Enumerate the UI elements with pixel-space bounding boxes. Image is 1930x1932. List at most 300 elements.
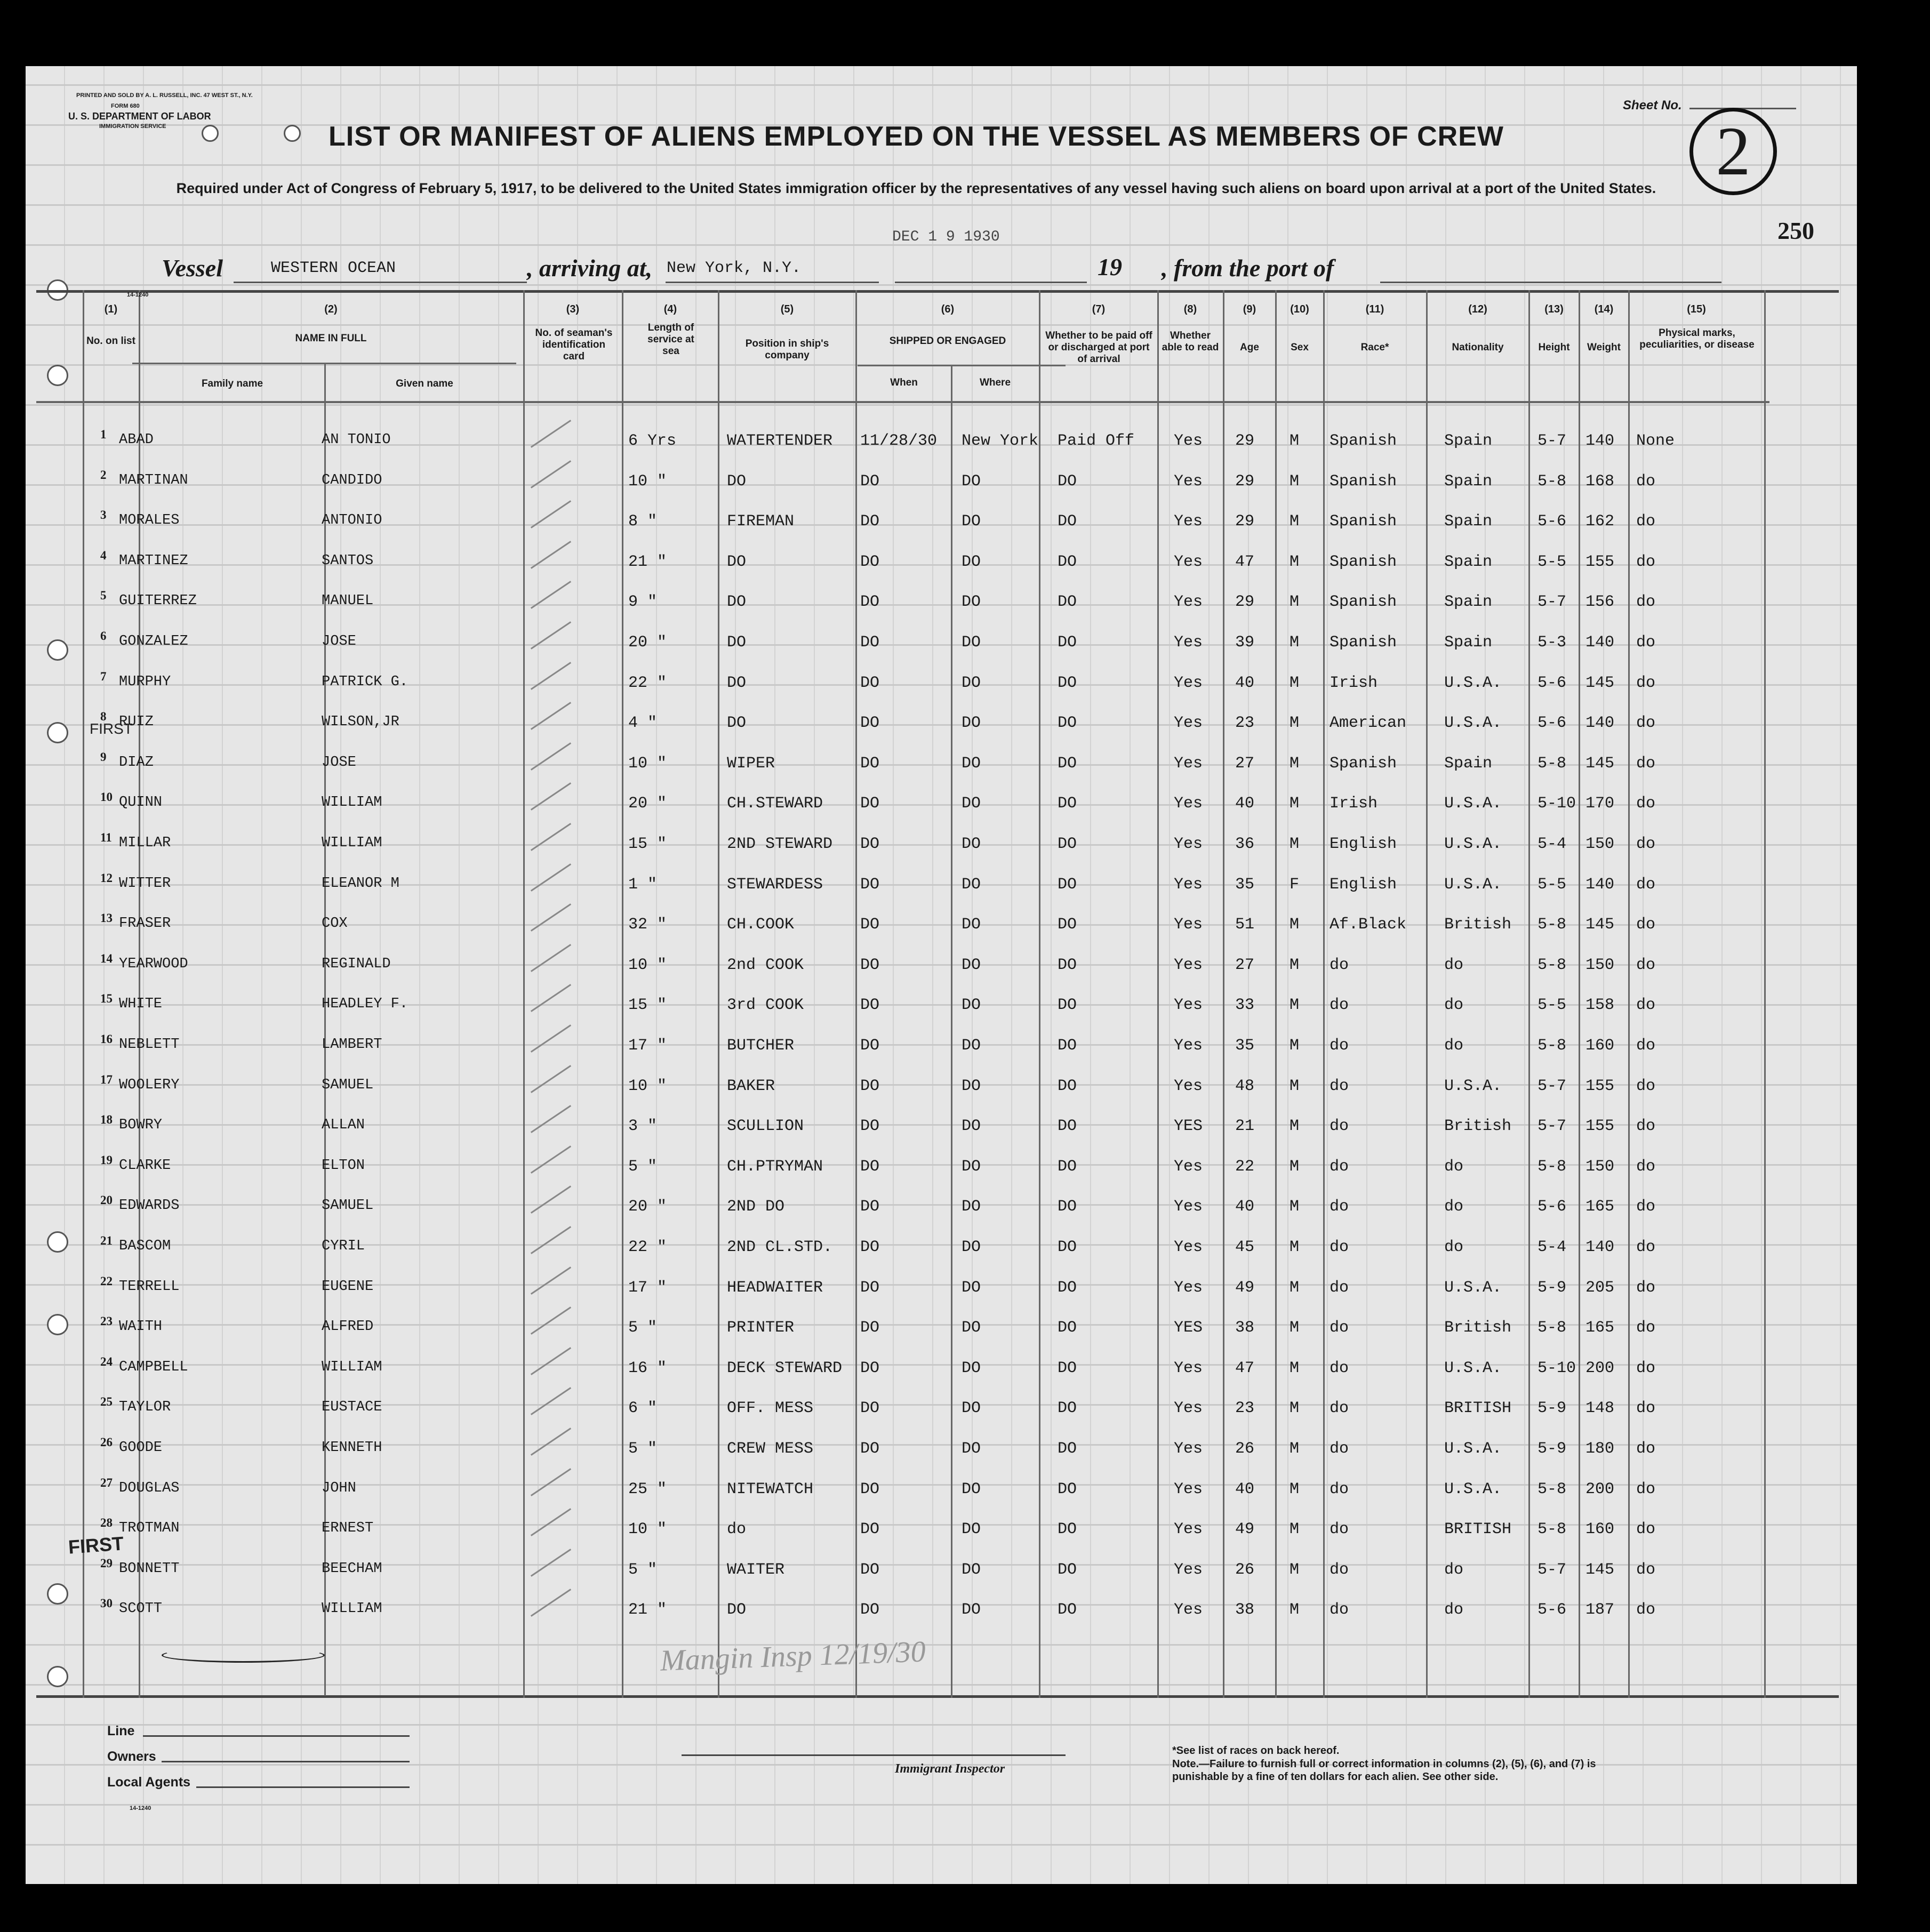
weight-cell: 200 <box>1585 1480 1615 1498</box>
col-2-number: (2) <box>324 303 338 315</box>
able-to-read-cell: Yes <box>1174 1359 1203 1377</box>
family-name-cell: BOWRY <box>119 1117 163 1133</box>
checkmark-stroke <box>531 621 571 650</box>
family-name-cell: TERRELL <box>119 1279 180 1295</box>
position-cell: NITEWATCH <box>727 1480 814 1498</box>
shipped-where-cell: DO <box>962 472 981 491</box>
race-cell: do <box>1330 1238 1349 1256</box>
shipped-where-cell: DO <box>962 1319 981 1337</box>
height-cell: 5-8 <box>1537 1480 1567 1498</box>
height-cell: 5-8 <box>1537 1037 1567 1055</box>
family-name-cell: MILLAR <box>119 835 171 851</box>
service-length-cell: 5 " <box>628 1319 658 1337</box>
shipped-when-cell: DO <box>860 1117 880 1135</box>
able-to-read-cell: Yes <box>1174 1440 1203 1458</box>
col-divider <box>1275 290 1277 1698</box>
height-cell: 5-6 <box>1537 674 1567 692</box>
physical-marks-cell: do <box>1636 1238 1656 1256</box>
weight-cell: 155 <box>1585 1077 1615 1095</box>
nationality-cell: Spain <box>1444 472 1493 491</box>
sex-cell: M <box>1290 996 1300 1014</box>
family-name-cell: WAITH <box>119 1319 163 1335</box>
physical-marks-cell: do <box>1636 876 1656 894</box>
row-number: 2 <box>100 468 107 482</box>
col-8-number: (8) <box>1183 303 1197 315</box>
shipped-when-cell: DO <box>860 876 880 894</box>
given-name-cell: JOSE <box>322 755 356 771</box>
shipped-where-cell: DO <box>962 512 981 531</box>
row-number: 26 <box>100 1436 113 1449</box>
service-length-cell: 21 " <box>628 553 667 571</box>
date-underline <box>895 282 1087 283</box>
sex-cell: M <box>1290 1037 1300 1055</box>
position-cell: CH.PTRYMAN <box>727 1158 823 1176</box>
sex-cell: M <box>1290 1480 1300 1498</box>
service-name: IMMIGRATION SERVICE <box>99 123 166 130</box>
shipped-when-cell: DO <box>860 674 880 692</box>
able-to-read-cell: Yes <box>1174 1480 1203 1498</box>
physical-marks-cell: do <box>1636 1399 1656 1417</box>
col-divider <box>855 290 857 1698</box>
height-cell: 5-8 <box>1537 755 1567 773</box>
given-name-cell: CANDIDO <box>322 472 382 488</box>
able-to-read-cell: Yes <box>1174 714 1203 732</box>
col-2-header: NAME IN FULL <box>295 333 367 344</box>
col-divider <box>718 290 719 1698</box>
pen-strike-mark <box>162 1648 325 1663</box>
row-number: 21 <box>100 1234 113 1247</box>
year-label: 19 <box>1098 253 1122 280</box>
position-cell: CH.COOK <box>727 916 795 934</box>
from-port-label: , from the port of <box>1162 254 1334 282</box>
page-number: 250 <box>1777 217 1814 244</box>
race-cell: Af.Black <box>1330 916 1407 934</box>
service-length-cell: 20 " <box>628 795 667 813</box>
sex-cell: M <box>1290 1399 1300 1417</box>
form-code: 14-1240 <box>127 292 149 298</box>
shipped-when-cell: DO <box>860 1520 880 1538</box>
sex-cell: M <box>1290 674 1300 692</box>
physical-marks-cell: do <box>1636 1520 1656 1538</box>
weight-cell: 148 <box>1585 1399 1615 1417</box>
shipped-when-cell: 11/28/30 <box>860 432 938 450</box>
row-number: 20 <box>100 1193 113 1207</box>
row-number: 4 <box>100 549 107 562</box>
able-to-read-cell: Yes <box>1174 876 1203 894</box>
shipped-where-cell: DO <box>962 1399 981 1417</box>
paid-off-cell: DO <box>1058 1158 1077 1176</box>
weight-cell: 160 <box>1585 1037 1615 1055</box>
sex-cell: M <box>1290 1359 1300 1377</box>
weight-cell: 187 <box>1585 1601 1615 1619</box>
service-length-cell: 10 " <box>628 1077 667 1095</box>
service-length-cell: 21 " <box>628 1601 667 1619</box>
physical-marks-cell: do <box>1636 956 1656 974</box>
row-number: 27 <box>100 1476 113 1489</box>
position-cell: 2ND DO <box>727 1198 785 1216</box>
col-7-header: Whether to be paid off or discharged at port of arrival <box>1045 330 1152 365</box>
family-name-cell: TROTMAN <box>119 1520 180 1536</box>
race-cell: do <box>1330 1037 1349 1055</box>
race-note: *See list of races on back hereof. <box>1172 1745 1340 1757</box>
height-cell: 5-8 <box>1537 1520 1567 1538</box>
age-cell: 40 <box>1235 1480 1255 1498</box>
sex-cell: M <box>1290 553 1300 571</box>
vessel-underline <box>234 282 527 283</box>
shipped-where-cell: DO <box>962 916 981 934</box>
race-cell: Spanish <box>1330 553 1397 571</box>
family-name-cell: FRASER <box>119 916 171 932</box>
sex-cell: M <box>1290 755 1300 773</box>
col-8-header: Whether able to read <box>1162 330 1219 353</box>
punch-hole <box>47 365 68 386</box>
age-cell: 27 <box>1235 956 1255 974</box>
given-name-cell: ANTONIO <box>322 512 382 528</box>
given-name-cell: ELTON <box>322 1158 365 1174</box>
nationality-cell: do <box>1444 1601 1464 1619</box>
row-number: 7 <box>100 670 107 683</box>
race-cell: Spanish <box>1330 432 1397 450</box>
height-cell: 5-6 <box>1537 1601 1567 1619</box>
position-cell: SCULLION <box>727 1117 804 1135</box>
sex-cell: M <box>1290 956 1300 974</box>
able-to-read-cell: Yes <box>1174 512 1203 531</box>
sheet-label: Sheet No. <box>1623 98 1682 113</box>
row-number: 6 <box>100 629 107 643</box>
physical-marks-cell: do <box>1636 1279 1656 1297</box>
height-cell: 5-8 <box>1537 472 1567 491</box>
footer-code: 14-1240 <box>130 1805 151 1811</box>
shipped-where-cell: DO <box>962 1279 981 1297</box>
paid-off-cell: DO <box>1058 553 1077 571</box>
physical-marks-cell: do <box>1636 1601 1656 1619</box>
shipped-where-cell: DO <box>962 956 981 974</box>
nationality-cell: do <box>1444 1158 1464 1176</box>
age-cell: 48 <box>1235 1077 1255 1095</box>
col-4-header: Length of service at sea <box>647 322 694 357</box>
given-name-cell: COX <box>322 916 348 932</box>
physical-marks-cell: do <box>1636 593 1656 611</box>
race-cell: Spanish <box>1330 472 1397 491</box>
physical-marks-cell: None <box>1636 432 1675 450</box>
paid-off-cell: DO <box>1058 1601 1077 1619</box>
shipped-where-cell: DO <box>962 1198 981 1216</box>
checkmark-stroke <box>531 782 571 811</box>
given-name-cell: PATRICK G. <box>322 674 409 690</box>
shipped-when-cell: DO <box>860 1480 880 1498</box>
row-number: 10 <box>100 790 113 804</box>
nationality-cell: do <box>1444 1198 1464 1216</box>
shipped-when-cell: DO <box>860 916 880 934</box>
given-name-cell: EUGENE <box>322 1279 374 1295</box>
col-divider <box>1426 290 1428 1698</box>
race-cell: do <box>1330 956 1349 974</box>
checkmark-stroke <box>531 1185 571 1214</box>
position-cell: WAITER <box>727 1561 785 1579</box>
nationality-cell: Spain <box>1444 432 1493 450</box>
position-cell: HEADWAITER <box>727 1279 823 1297</box>
printer-line: PRINTED AND SOLD BY A. L. RUSSELL, INC. 47 WEST ST., N.Y. <box>76 92 253 99</box>
paid-off-cell: DO <box>1058 1561 1077 1579</box>
nationality-cell: do <box>1444 956 1464 974</box>
local-agents-label: Local Agents <box>107 1775 191 1790</box>
weight-cell: 145 <box>1585 674 1615 692</box>
race-cell: Spanish <box>1330 755 1397 773</box>
race-cell: English <box>1330 835 1397 853</box>
col-divider <box>951 365 952 1698</box>
race-cell: do <box>1330 1117 1349 1135</box>
family-name-cell: TAYLOR <box>119 1399 171 1415</box>
weight-cell: 165 <box>1585 1319 1615 1337</box>
col-divider <box>1528 290 1530 1698</box>
able-to-read-cell: Yes <box>1174 1037 1203 1055</box>
vessel-label: Vessel <box>162 254 223 282</box>
sex-cell: M <box>1290 1198 1300 1216</box>
age-cell: 23 <box>1235 714 1255 732</box>
col-4-number: (4) <box>663 303 677 315</box>
family-name-cell: WOOLERY <box>119 1077 180 1093</box>
nationality-cell: do <box>1444 1238 1464 1256</box>
sheet-number: 2 <box>1689 108 1777 195</box>
nationality-cell: U.S.A. <box>1444 835 1502 853</box>
service-length-cell: 5 " <box>628 1561 658 1579</box>
able-to-read-cell: Yes <box>1174 1279 1203 1297</box>
when-header: When <box>890 377 918 388</box>
able-to-read-cell: Yes <box>1174 835 1203 853</box>
line-underline <box>143 1735 410 1737</box>
nationality-cell: do <box>1444 996 1464 1014</box>
age-cell: 39 <box>1235 634 1255 652</box>
paid-off-cell: DO <box>1058 1440 1077 1458</box>
weight-cell: 155 <box>1585 553 1615 571</box>
height-cell: 5-7 <box>1537 1077 1567 1095</box>
able-to-read-cell: YES <box>1174 1319 1203 1337</box>
col-10-number: (10) <box>1290 303 1309 315</box>
position-cell: OFF. MESS <box>727 1399 814 1417</box>
race-cell: do <box>1330 1359 1349 1377</box>
row-number: 12 <box>100 871 113 885</box>
family-name-cell: BASCOM <box>119 1238 171 1254</box>
checkmark-stroke <box>531 1387 571 1415</box>
race-cell: do <box>1330 1399 1349 1417</box>
shipped-when-cell: DO <box>860 1077 880 1095</box>
table-bottom-border <box>36 1695 1839 1698</box>
punch-hole <box>284 125 301 142</box>
weight-cell: 200 <box>1585 1359 1615 1377</box>
row-number: 14 <box>100 952 113 965</box>
service-length-cell: 22 " <box>628 674 667 692</box>
sex-cell: M <box>1290 1520 1300 1538</box>
family-name-header: Family name <box>201 378 263 389</box>
paid-off-cell: DO <box>1058 512 1077 531</box>
shipped-where-cell: DO <box>962 1117 981 1135</box>
col-divider <box>1323 290 1325 1698</box>
given-name-cell: JOSE <box>322 634 356 650</box>
family-name-cell: MORALES <box>119 512 180 528</box>
able-to-read-cell: Yes <box>1174 916 1203 934</box>
weight-cell: 168 <box>1585 472 1615 491</box>
service-length-cell: 10 " <box>628 755 667 773</box>
sex-cell: M <box>1290 795 1300 813</box>
nationality-cell: U.S.A. <box>1444 714 1502 732</box>
sex-cell: M <box>1290 1117 1300 1135</box>
shipped-when-cell: DO <box>860 1158 880 1176</box>
paid-off-cell: DO <box>1058 755 1077 773</box>
inspector-underline <box>682 1754 1066 1756</box>
age-cell: 26 <box>1235 1440 1255 1458</box>
physical-marks-cell: do <box>1636 1440 1656 1458</box>
family-name-cell: CLARKE <box>119 1158 171 1174</box>
shipped-when-cell: DO <box>860 1198 880 1216</box>
paid-off-cell: DO <box>1058 472 1077 491</box>
age-cell: 29 <box>1235 432 1255 450</box>
service-length-cell: 15 " <box>628 835 667 853</box>
shipped-when-cell: DO <box>860 1238 880 1256</box>
position-cell: DO <box>727 1601 747 1619</box>
paid-off-cell: DO <box>1058 835 1077 853</box>
age-cell: 23 <box>1235 1399 1255 1417</box>
physical-marks-cell: do <box>1636 472 1656 491</box>
position-cell: WIPER <box>727 755 775 773</box>
paid-off-cell: DO <box>1058 1399 1077 1417</box>
shipped-where-cell: DO <box>962 835 981 853</box>
given-name-cell: ALLAN <box>322 1117 365 1133</box>
shipped-where-cell: DO <box>962 1158 981 1176</box>
physical-marks-cell: do <box>1636 1198 1656 1216</box>
checkmark-stroke <box>531 1549 571 1577</box>
height-cell: 5-7 <box>1537 432 1567 450</box>
family-name-cell: SCOTT <box>119 1601 163 1617</box>
shipped-where-cell: DO <box>962 1238 981 1256</box>
col-3-number: (3) <box>566 303 580 315</box>
weight-cell: 162 <box>1585 512 1615 531</box>
sex-cell: M <box>1290 1601 1300 1619</box>
sex-cell: M <box>1290 1158 1300 1176</box>
shipped-where-cell: DO <box>962 553 981 571</box>
given-name-cell: SAMUEL <box>322 1198 374 1214</box>
weight-cell: 165 <box>1585 1198 1615 1216</box>
row-number: 24 <box>100 1355 113 1368</box>
checkmark-stroke <box>531 1145 571 1174</box>
weight-cell: 205 <box>1585 1279 1615 1297</box>
race-cell: do <box>1330 1520 1349 1538</box>
given-name-cell: ALFRED <box>322 1319 374 1335</box>
race-cell: do <box>1330 1279 1349 1297</box>
age-cell: 29 <box>1235 593 1255 611</box>
col-divider <box>1579 290 1580 1698</box>
able-to-read-cell: Yes <box>1174 1601 1203 1619</box>
given-name-cell: ELEANOR M <box>322 876 399 892</box>
age-cell: 35 <box>1235 876 1255 894</box>
physical-marks-cell: do <box>1636 553 1656 571</box>
punch-hole <box>47 1231 68 1253</box>
shipped-where-cell: DO <box>962 593 981 611</box>
physical-marks-cell: do <box>1636 916 1656 934</box>
family-name-cell: MURPHY <box>119 674 171 690</box>
checkmark-stroke <box>531 1266 571 1295</box>
service-length-cell: 1 " <box>628 876 658 894</box>
race-cell: Irish <box>1330 674 1378 692</box>
race-cell: do <box>1330 1601 1349 1619</box>
shipped-when-cell: DO <box>860 553 880 571</box>
shipped-where-cell: DO <box>962 1359 981 1377</box>
nationality-cell: British <box>1444 916 1512 934</box>
height-cell: 5-6 <box>1537 714 1567 732</box>
family-name-cell: EDWARDS <box>119 1198 180 1214</box>
agents-underline <box>196 1786 410 1788</box>
age-cell: 40 <box>1235 1198 1255 1216</box>
given-name-cell: ERNEST <box>322 1520 374 1536</box>
position-cell: 2ND STEWARD <box>727 835 833 853</box>
given-name-cell: REGINALD <box>322 956 391 972</box>
position-cell: STEWARDESS <box>727 876 823 894</box>
position-cell: DO <box>727 634 747 652</box>
checkmark-stroke <box>531 1226 571 1254</box>
shipped-where-cell: DO <box>962 1077 981 1095</box>
paid-off-cell: DO <box>1058 795 1077 813</box>
service-length-cell: 20 " <box>628 1198 667 1216</box>
service-length-cell: 16 " <box>628 1359 667 1377</box>
race-cell: Spanish <box>1330 634 1397 652</box>
sex-cell: M <box>1290 472 1300 491</box>
able-to-read-cell: Yes <box>1174 634 1203 652</box>
physical-marks-cell: do <box>1636 1077 1656 1095</box>
from-port-underline <box>1380 282 1721 283</box>
weight-cell: 145 <box>1585 916 1615 934</box>
col-6-number: (6) <box>941 303 955 315</box>
height-cell: 5-9 <box>1537 1440 1567 1458</box>
shipped-when-cell: DO <box>860 634 880 652</box>
given-name-cell: WILSON,JR <box>322 714 399 730</box>
shipped-when-cell: DO <box>860 1561 880 1579</box>
service-length-cell: 8 " <box>628 512 658 531</box>
manifest-subtitle: Required under Act of Congress of February 5, 1917, to be delivered to the United States immigration officer by the representatives of any vessel having such aliens on board upon arrival at a port of the United States. <box>176 180 1656 196</box>
col-divider <box>83 290 84 1698</box>
col-7-number: (7) <box>1092 303 1106 315</box>
nationality-cell: U.S.A. <box>1444 795 1502 813</box>
given-name-cell: KENNETH <box>322 1440 382 1456</box>
sex-cell: M <box>1290 835 1300 853</box>
first-class-note: FIRST <box>67 1532 125 1558</box>
row-number: 28 <box>100 1516 113 1529</box>
shipped-header-rule <box>858 365 1066 366</box>
weight-cell: 156 <box>1585 593 1615 611</box>
physical-marks-cell: do <box>1636 1117 1656 1135</box>
age-cell: 29 <box>1235 472 1255 491</box>
race-cell: Irish <box>1330 795 1378 813</box>
nationality-cell: do <box>1444 1037 1464 1055</box>
race-cell: do <box>1330 996 1349 1014</box>
row-number: 16 <box>100 1032 113 1046</box>
given-name-cell: WILLIAM <box>322 835 382 851</box>
height-cell: 5-7 <box>1537 1117 1567 1135</box>
weight-cell: 170 <box>1585 795 1615 813</box>
family-name-cell: WITTER <box>119 876 171 892</box>
paid-off-cell: DO <box>1058 1520 1077 1538</box>
shipped-when-cell: DO <box>860 1359 880 1377</box>
col-divider <box>1628 290 1630 1698</box>
family-name-cell: QUINN <box>119 795 163 811</box>
height-cell: 5-8 <box>1537 1319 1567 1337</box>
nationality-cell: Spain <box>1444 512 1493 531</box>
physical-marks-cell: do <box>1636 714 1656 732</box>
checkmark-stroke <box>531 662 571 690</box>
shipped-when-cell: DO <box>860 593 880 611</box>
weight-cell: 150 <box>1585 956 1615 974</box>
nationality-cell: U.S.A. <box>1444 1359 1502 1377</box>
checkmark-stroke <box>531 1306 571 1335</box>
shipped-where-cell: DO <box>962 1601 981 1619</box>
